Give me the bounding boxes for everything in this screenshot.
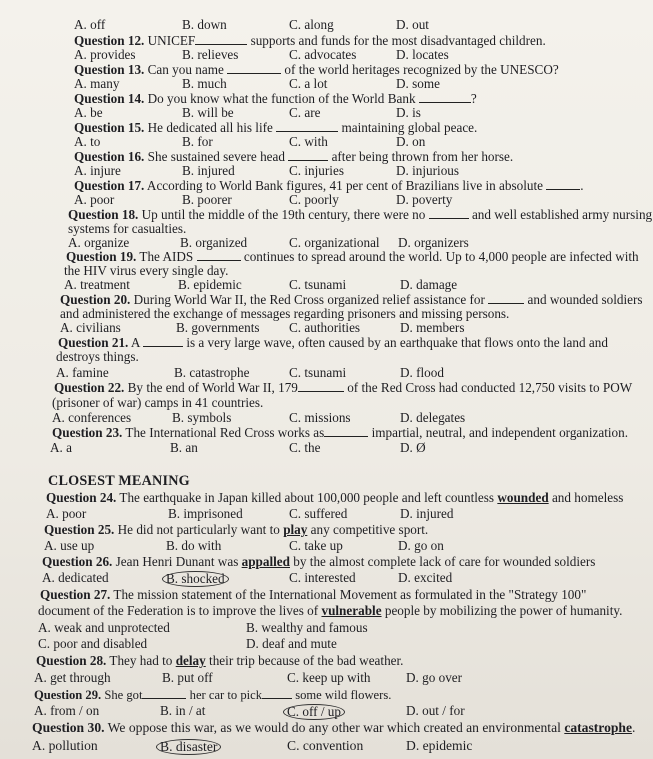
q29-stem <box>34 688 391 702</box>
q22-text-c: (prisoner of war) camps in 41 countries. <box>52 395 264 410</box>
q29-label: Question 29. <box>34 688 102 702</box>
section-title: CLOSEST MEANING <box>48 473 190 489</box>
q12-text-b: supports and funds for the most disadvantaged children. <box>250 33 546 48</box>
q22-text-b: of the Red Cross had conducted 12,750 visits to POW <box>347 380 633 395</box>
q12-stem <box>74 34 546 48</box>
q25-stem <box>44 523 428 537</box>
q27-text-b: document of the Federation is to improve the lives of <box>38 603 319 618</box>
q18-blank[interactable] <box>429 218 469 219</box>
option-a: A. from / on <box>34 703 100 718</box>
option-a: A. conferences <box>52 410 132 425</box>
option-c-circled[interactable]: C. off / up <box>283 704 345 720</box>
option-a: A. many <box>74 76 120 91</box>
option-a: A. a <box>50 440 72 455</box>
option-c: C. take up <box>289 538 343 553</box>
option-a: A. weak and unprotected <box>38 620 170 635</box>
q18-stem-cont <box>68 222 186 236</box>
option-b: B. do with <box>166 538 222 553</box>
q20-stem <box>60 293 643 307</box>
q18-text-a: Up until the middle of the 19th century, there were no <box>141 207 426 222</box>
q29-blank-1[interactable] <box>142 698 186 699</box>
q26-text-a: Jean Henri Dunant was <box>115 554 239 569</box>
q24-text-b: and homeless <box>551 490 624 505</box>
q15-stem <box>74 121 477 135</box>
q26-keyword: appalled <box>241 554 290 569</box>
option-a: A. pollution <box>32 738 98 753</box>
option-a: A. to <box>74 134 101 149</box>
option-d: D. excited <box>398 570 453 585</box>
q20-text-b: and wounded soldiers <box>527 292 643 307</box>
option-b: B. catastrophe <box>174 365 250 380</box>
q17-text-b: . <box>580 178 584 193</box>
q28-stem <box>36 654 403 668</box>
q22-blank[interactable] <box>298 391 344 392</box>
q15-text-a: He dedicated all his life <box>147 120 273 135</box>
option-d: D. flood <box>400 365 444 380</box>
q24-stem <box>46 491 623 505</box>
q24-label: Question 24. <box>46 490 117 505</box>
q28-label: Question 28. <box>36 653 107 668</box>
q27-label: Question 27. <box>40 587 111 602</box>
option-c: C. keep up with <box>287 670 371 685</box>
option-d: D. on <box>396 134 426 149</box>
q14-label: Question 14. <box>74 91 145 106</box>
q30-stem <box>32 721 635 735</box>
option-b: B. injured <box>182 163 235 178</box>
option-b: B. organized <box>180 235 248 250</box>
option-a: A. organize <box>68 235 130 250</box>
q13-text-b: of the world heritages recognized by the UNESCO? <box>284 62 559 77</box>
q19-text-b: continues to spread around the world. Up to 4,000 people are infected with <box>243 249 639 264</box>
q20-blank[interactable] <box>488 303 524 304</box>
q17-blank[interactable] <box>546 189 580 190</box>
option-d: D. poverty <box>396 192 453 207</box>
q20-stem-cont <box>60 307 509 321</box>
q16-blank[interactable] <box>288 160 328 161</box>
option-c: C. tsunami <box>289 365 347 380</box>
option-d: D. go over <box>406 670 463 685</box>
q23-label: Question 23. <box>52 425 123 440</box>
option-d: D. some <box>396 76 440 91</box>
option-d: D. injured <box>400 506 454 521</box>
option-b: B. an <box>170 440 198 455</box>
option-c: C. poor and disabled <box>38 636 148 651</box>
q19-stem-cont <box>64 264 228 278</box>
q29-blank-2[interactable] <box>262 698 292 699</box>
q24-text-a: The earthquake in Japan killed about 100,000 people and left countless <box>119 490 495 505</box>
q30-text-b: . <box>632 720 636 735</box>
option-d: D. out <box>396 17 429 32</box>
option-b-circled[interactable]: B. shocked <box>162 571 229 587</box>
option-a: A. famine <box>56 365 109 380</box>
option-d: D. organizers <box>398 235 469 250</box>
option-b: B. poorer <box>182 192 232 207</box>
option-c: C. authorities <box>289 320 361 335</box>
option-d: D. out / for <box>406 703 465 718</box>
option-d: D. injurious <box>396 163 460 178</box>
q29-text-c: some wild flowers. <box>295 688 392 702</box>
option-a: A. poor <box>74 192 115 207</box>
q18-text-c: systems for casualties. <box>68 221 187 236</box>
q27-text-c: people by mobilizing the power of humanity. <box>384 603 623 618</box>
option-b: B. put off <box>162 670 213 685</box>
option-c: C. interested <box>289 570 356 585</box>
option-a: A. provides <box>74 47 136 62</box>
q27-keyword: vulnerable <box>321 603 382 618</box>
option-a: A. injure <box>74 163 121 178</box>
q12-label: Question 12. <box>74 33 145 48</box>
q30-keyword: catastrophe <box>564 720 633 735</box>
q22-label: Question 22. <box>54 380 125 395</box>
q19-blank[interactable] <box>197 260 241 261</box>
option-a: A. poor <box>46 506 87 521</box>
q24-keyword: wounded <box>497 490 549 505</box>
q17-stem <box>74 179 584 193</box>
q25-keyword: play <box>283 522 308 537</box>
option-d: D. locates <box>396 47 449 62</box>
option-c: C. missions <box>289 410 351 425</box>
q15-text-b: maintaining global peace. <box>341 120 478 135</box>
q21-text-b: is a very large wave, often caused by an earthquake that flows onto the land and <box>186 335 608 350</box>
q19-stem <box>66 250 639 264</box>
option-d: D. delegates <box>400 410 466 425</box>
option-b: B. imprisoned <box>168 506 243 521</box>
option-d: D. go on <box>398 538 444 553</box>
q21-text-a: A <box>130 335 140 350</box>
q22-stem <box>54 381 632 395</box>
option-b: B. down <box>182 17 227 32</box>
option-c: C. organizational <box>289 235 380 250</box>
option-d: D. members <box>400 320 465 335</box>
q14-stem <box>74 92 477 106</box>
option-b: B. for <box>182 134 213 149</box>
option-a: A. treatment <box>64 277 130 292</box>
option-b-circled[interactable]: B. disaster <box>156 739 221 755</box>
q25-text-b: any competitive sport. <box>310 522 429 537</box>
q12-blank[interactable] <box>195 44 247 45</box>
option-b: B. relieves <box>182 47 239 62</box>
option-b: B. symbols <box>172 410 232 425</box>
option-b: B. governments <box>176 320 260 335</box>
option-a: A. use up <box>44 538 95 553</box>
q23-stem <box>52 426 628 440</box>
q16-stem <box>74 150 513 164</box>
option-b: B. wealthy and famous <box>246 620 368 635</box>
q22-text-a: By the end of World War II, 179 <box>127 380 298 395</box>
option-d: D. Ø <box>400 440 426 455</box>
q23-text-b: impartial, neutral, and independent organization. <box>371 425 629 440</box>
q21-text-c: destroys things. <box>56 349 139 364</box>
q14-text-b: ? <box>470 91 477 106</box>
option-b: B. will be <box>182 105 234 120</box>
option-a: A. dedicated <box>42 570 109 585</box>
option-a: A. off <box>74 17 106 32</box>
q29-text-b: her car to pick <box>189 688 263 702</box>
option-d: D. is <box>396 105 421 120</box>
q20-text-c: and administered the exchange of messages regarding prisoners and missing persons. <box>60 306 510 321</box>
q16-label: Question 16. <box>74 149 145 164</box>
option-c: C. convention <box>287 738 364 753</box>
option-d: D. damage <box>400 277 458 292</box>
option-c: C. injuries <box>289 163 344 178</box>
q18-stem <box>68 208 652 222</box>
option-b: B. in / at <box>160 703 206 718</box>
q29-text-a: She got <box>104 688 143 702</box>
q17-label: Question 17. <box>74 178 145 193</box>
q14-text-a: Do you know what the function of the World Bank <box>147 91 416 106</box>
q21-stem <box>58 336 608 350</box>
q21-blank[interactable] <box>143 346 183 347</box>
option-c: C. poorly <box>289 192 339 207</box>
q26-text-b: by the almost complete lack of care for wounded soldiers <box>293 554 596 569</box>
q26-label: Question 26. <box>42 554 113 569</box>
q19-text-a: The AIDS <box>139 249 194 264</box>
q20-text-a: During World War II, the Red Cross organized relief assistance for <box>133 292 485 307</box>
q28-text-a: They had to <box>109 653 173 668</box>
q20-label: Question 20. <box>60 292 131 307</box>
q15-label: Question 15. <box>74 120 145 135</box>
option-a: A. be <box>74 105 103 120</box>
option-c: C. suffered <box>289 506 348 521</box>
q19-label: Question 19. <box>66 249 137 264</box>
option-c: C. the <box>289 440 321 455</box>
q26-stem <box>42 555 595 569</box>
q18-label: Question 18. <box>68 207 139 222</box>
q14-blank[interactable] <box>419 102 471 103</box>
q13-stem <box>74 63 559 77</box>
option-c: C. tsunami <box>289 277 347 292</box>
option-c: C. along <box>289 17 334 32</box>
option-d: D. epidemic <box>406 738 473 753</box>
q15-blank[interactable] <box>276 131 338 132</box>
q17-text-a: According to World Bank figures, 41 per cent of Brazilians live in absolute <box>146 178 543 193</box>
q19-text-c: the HIV virus every single day. <box>64 263 229 278</box>
q23-blank[interactable] <box>324 436 368 437</box>
option-a: A. get through <box>34 670 111 685</box>
q22-stem-cont <box>52 396 263 410</box>
option-b: B. much <box>182 76 227 91</box>
option-c: C. a lot <box>289 76 328 91</box>
option-c: C. are <box>289 105 321 120</box>
q30-label: Question 30. <box>32 720 105 735</box>
q25-label: Question 25. <box>44 522 115 537</box>
q21-label: Question 21. <box>58 335 129 350</box>
q28-keyword: delay <box>175 653 206 668</box>
q27-text-a: The mission statement of the International Movement as formulated in the "Strategy 100" <box>113 587 587 602</box>
q16-text-a: She sustained severe head <box>147 149 285 164</box>
q21-stem-cont <box>56 350 139 364</box>
q30-text-a: We oppose this war, as we would do any other war which created an environmental <box>107 720 561 735</box>
q28-text-b: their trip because of the bad weather. <box>209 653 404 668</box>
q13-text-a: Can you name <box>147 62 224 77</box>
q27-stem-cont <box>38 604 622 618</box>
option-b: B. epidemic <box>178 277 242 292</box>
q18-text-b: and well established army nursing <box>471 207 653 222</box>
option-c: C. advocates <box>289 47 357 62</box>
option-a: A. civilians <box>60 320 121 335</box>
q12-text-a: UNICEF <box>147 33 196 48</box>
q13-label: Question 13. <box>74 62 145 77</box>
q16-text-b: after being thrown from her horse. <box>331 149 514 164</box>
q25-text-a: He did not particularly want to <box>117 522 280 537</box>
option-c: C. with <box>289 134 328 149</box>
option-d: D. deaf and mute <box>246 636 337 651</box>
q23-text-a: The International Red Cross works as <box>125 425 325 440</box>
q13-blank[interactable] <box>227 73 281 74</box>
q27-stem <box>40 588 586 602</box>
